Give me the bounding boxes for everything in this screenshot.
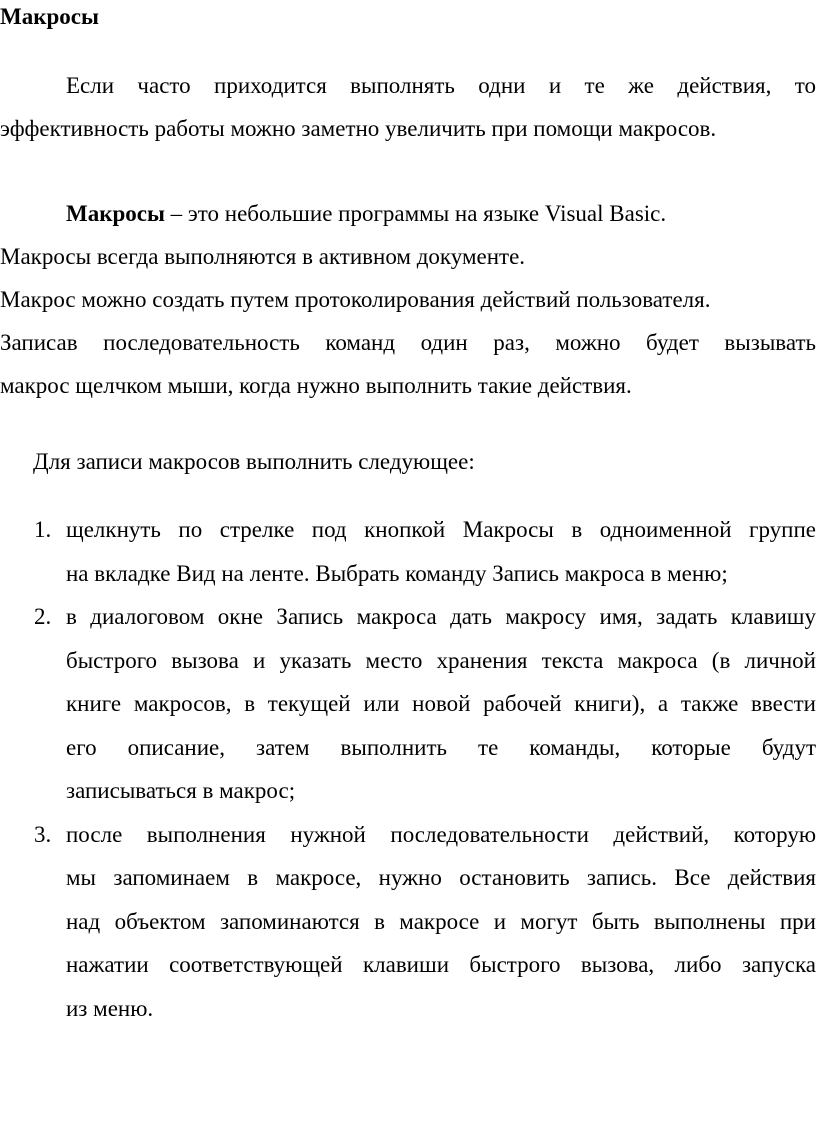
list-item-line: в диалоговом окне Запись макроса дать макросу имя, задать клавишу — [66, 604, 816, 629]
definition-line-4: Записав последовательность команд один раз, можно будет вызывать — [0, 330, 816, 355]
definition-line-3: Макрос можно создать путем протоколирования действий пользователя. — [0, 287, 711, 312]
list-item-line: на вкладке Вид на ленте. Выбрать команду Запись макроса в меню; — [66, 560, 728, 586]
definition-term: Макросы — [66, 201, 165, 226]
list-item — [0, 813, 816, 1031]
steps-list — [0, 508, 816, 1030]
definition-paragraph — [0, 192, 816, 407]
list-item-number: 3. — [34, 821, 52, 847]
definition-line-2: Макросы всегда выполняются в активном документе. — [0, 244, 526, 269]
list-item-line: нажатии соответствующей клавиши быстрого вызова, либо запуска — [66, 952, 816, 977]
definition-line-5: макрос щелчком мыши, когда нужно выполнить такие действия. — [0, 373, 632, 398]
list-item-line: из меню. — [66, 995, 154, 1021]
list-item-line: записываться в макрос; — [66, 778, 296, 803]
list-item-line: над объектом запоминаются в макросе и могут быть выполнены при — [66, 908, 816, 934]
list-item-line: книге макросов, в текущей или новой рабочей книги), а также ввести — [66, 691, 816, 716]
definition-line-1 — [0, 192, 816, 235]
document-title: Макросы — [0, 4, 99, 29]
steps-intro: Для записи макросов выполнить следующее: — [33, 449, 475, 474]
list-item-text — [66, 813, 816, 1031]
list-item — [0, 508, 816, 595]
list-item-number: 2. — [34, 604, 52, 629]
list-item-line: щелкнуть по стрелке под кнопкой Макросы в одноименной группе — [66, 517, 816, 542]
list-item-line: мы запоминаем в макросе, нужно остановить запись. Все действия — [66, 865, 816, 890]
list-item-line: после выполнения нужной последовательности действий, которую — [66, 821, 816, 847]
steps-intro-paragraph — [0, 440, 816, 483]
list-item — [0, 595, 816, 813]
list-item-number: 1. — [34, 517, 52, 542]
intro-paragraph — [0, 64, 816, 150]
definition-rest: – это небольшие программы на языке Visual Basic. — [164, 201, 667, 226]
list-item-line: быстрого вызова и указать место хранения текста макроса (в личной — [66, 647, 816, 673]
list-item-text — [66, 508, 816, 595]
intro-line-2: эффективность работы можно заметно увеличить при помощи макросов. — [0, 116, 717, 141]
intro-line-1: Если часто приходится выполнять одни и те же действия, то — [66, 73, 816, 98]
list-item-line: его описание, затем выполнить те команды, которые будут — [66, 734, 816, 760]
list-item-text — [66, 595, 816, 813]
